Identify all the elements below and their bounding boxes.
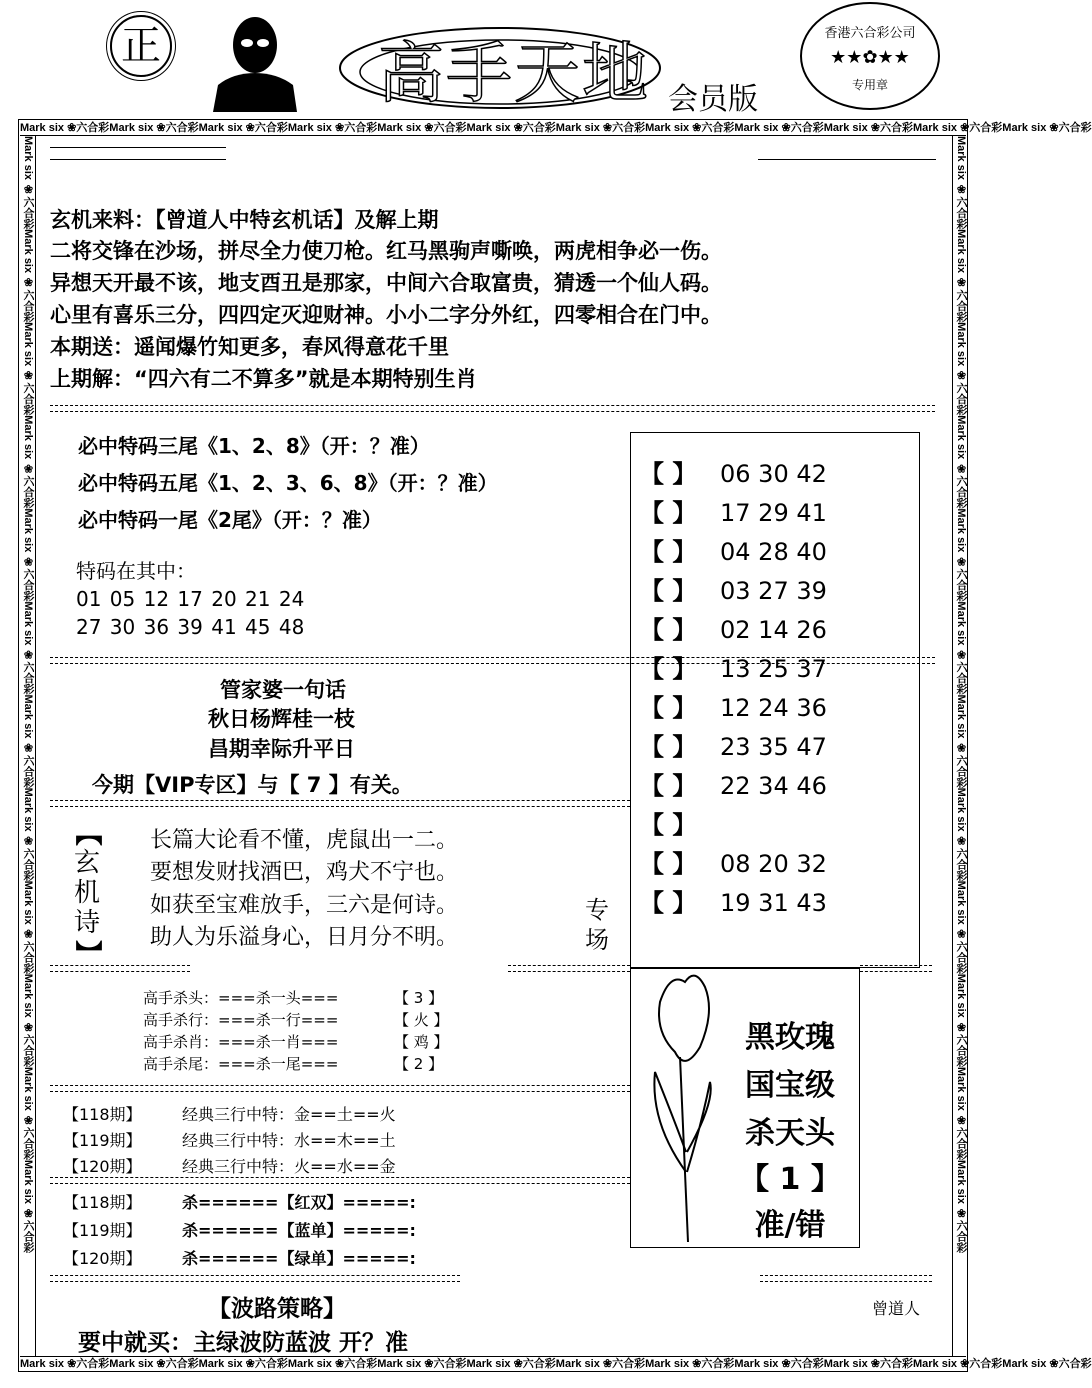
divider-line bbox=[50, 147, 226, 148]
bolu-author: 曾道人 bbox=[872, 1299, 921, 1318]
divider-line bbox=[50, 159, 226, 160]
separator bbox=[50, 965, 190, 972]
intro-line: 异想天开最不该，地支酉丑是那家，中间六合取富贵，猜透一个仙人码。 bbox=[50, 271, 722, 295]
separator bbox=[50, 800, 630, 807]
sha-text: 杀======【绿单】=====: bbox=[182, 1249, 416, 1268]
bracket: 【 】 bbox=[640, 694, 697, 722]
sha-period: 【119期】 bbox=[63, 1221, 142, 1240]
gaoshou-value: 【 鸡 】 bbox=[394, 1033, 449, 1051]
gaoshou-label: 高手杀行：===杀一行=== bbox=[143, 1011, 339, 1029]
bracket: 【 bbox=[72, 819, 102, 846]
numbers: 13 25 37 bbox=[720, 655, 827, 683]
number-row bbox=[640, 688, 827, 723]
separator bbox=[50, 1275, 460, 1282]
bolu-title: 【波路策略】 bbox=[208, 1296, 346, 1322]
separator bbox=[50, 405, 935, 412]
portrait-image bbox=[213, 15, 297, 112]
seal-zheng: 正 bbox=[110, 15, 172, 77]
number-row bbox=[640, 454, 827, 489]
sanxing-period: 【119期】 bbox=[63, 1131, 142, 1150]
poem-line: 助人为乐溢身心，日月分不明。 bbox=[150, 925, 459, 950]
numbers: 17 29 41 bbox=[720, 499, 827, 527]
sha-text: 杀======【蓝单】=====: bbox=[182, 1221, 416, 1240]
zhuanchang-char: 专 bbox=[585, 896, 609, 924]
number-row bbox=[640, 844, 827, 879]
border-strip-bottom: Mark six ❀六合彩Mark six ❀六合彩Mark six ❀六合彩Mark six ❀六合彩Mark six ❀六合彩Mark six ❀六合彩Mark six ❀六合彩Mark six ❀六合彩Mark six ❀六合彩Mark six ❀六合彩Mark six ❀六合彩Mark six ❀六合彩 bbox=[20, 1358, 1092, 1370]
gaoshou-row bbox=[143, 987, 338, 1008]
number-row bbox=[640, 883, 827, 918]
divider-line bbox=[758, 159, 936, 160]
intro-title: 【曾道人中特玄机话】及解上期 bbox=[155, 208, 439, 232]
bracket: 】 bbox=[72, 939, 102, 966]
rose-text: 黑玫瑰 bbox=[745, 1020, 835, 1055]
number-row bbox=[640, 532, 827, 567]
poem-line: 长篇大论看不懂，虎鼠出一二。 bbox=[150, 828, 459, 853]
bolu-text: 要中就买：主绿波防蓝波 开？准 bbox=[78, 1330, 409, 1356]
stamp-bottom-text: 专用章 bbox=[851, 78, 888, 92]
separator bbox=[50, 1177, 630, 1184]
number-row bbox=[640, 493, 827, 528]
numbers: 12 24 36 bbox=[720, 694, 827, 722]
bracket: 【 】 bbox=[640, 889, 697, 917]
bracket: 【 】 bbox=[640, 538, 697, 566]
subtitle-text: 会员版 bbox=[668, 82, 758, 117]
numbers: 06 30 42 bbox=[720, 460, 827, 488]
tema-numbers: 27 30 36 39 41 45 48 bbox=[76, 615, 305, 639]
tema-label: 特码在其中： bbox=[76, 559, 196, 583]
border-strip-left: Mark six ❀六合彩Mark six ❀六合彩Mark six ❀六合彩Mark six ❀六合彩Mark six ❀六合彩Mark six ❀六合彩Mark six ❀六合彩Mark six ❀六合彩Mark six ❀六合彩Mark six ❀六合彩Mark six ❀六合彩Mark six ❀六合彩 bbox=[20, 136, 36, 1356]
numbers: 23 35 47 bbox=[720, 733, 827, 761]
bizhong-line: 必中特码五尾《1、2、3、6、8》（开：？准） bbox=[78, 471, 498, 495]
border-strip-right: Mark six ❀六合彩Mark six ❀六合彩Mark six ❀六合彩Mark six ❀六合彩Mark six ❀六合彩Mark six ❀六合彩Mark six ❀六合彩Mark six ❀六合彩Mark six ❀六合彩Mark six ❀六合彩Mark six ❀六合彩Mark six ❀六合彩 bbox=[952, 136, 968, 1356]
number-row bbox=[640, 727, 827, 762]
guanjiapo-line: 管家婆一句话 bbox=[220, 678, 346, 702]
numbers: 02 14 26 bbox=[720, 616, 827, 644]
numbers: 08 20 32 bbox=[720, 850, 827, 878]
bizhong-line: 必中特码三尾《1、2、8》（开：？准） bbox=[78, 434, 430, 458]
gaoshou-row bbox=[143, 1031, 338, 1052]
bracket: 【 】 bbox=[640, 811, 697, 839]
bizhong-line: 必中特码一尾《2尾》（开：？准） bbox=[78, 508, 382, 532]
poem-label-char: 诗 bbox=[73, 908, 100, 938]
sha-period: 【120期】 bbox=[63, 1249, 142, 1268]
intro-line: 上期解：“四六有二不算多”就是本期特别生肖 bbox=[50, 367, 477, 391]
gaoshou-label: 高手杀尾：===杀一尾=== bbox=[143, 1055, 339, 1073]
guanjiapo-line: 昌期幸际升平日 bbox=[208, 737, 355, 761]
stamp-top-text: 香港六合彩公司 bbox=[824, 26, 916, 41]
tulip-icon bbox=[640, 972, 730, 1247]
number-row bbox=[640, 766, 827, 801]
bracket: 【 】 bbox=[640, 733, 697, 761]
numbers: 03 27 39 bbox=[720, 577, 827, 605]
border-strip-top: Mark six ❀六合彩Mark six ❀六合彩Mark six ❀六合彩Mark six ❀六合彩Mark six ❀六合彩Mark six ❀六合彩Mark six ❀六合彩Mark six ❀六合彩Mark six ❀六合彩Mark six ❀六合彩Mark six ❀六合彩Mark six ❀六合彩 bbox=[20, 122, 1092, 134]
poem-label bbox=[70, 818, 104, 968]
bracket: 【 】 bbox=[640, 655, 697, 683]
separator bbox=[860, 965, 932, 972]
guanjiapo-line: 秋日杨辉桂一枝 bbox=[208, 707, 355, 731]
separator bbox=[50, 1085, 630, 1092]
rose-text: 【 1 】 bbox=[739, 1162, 841, 1197]
bracket: 【 】 bbox=[640, 616, 697, 644]
sha-text: 杀======【红双】=====: bbox=[182, 1193, 416, 1212]
gaoshou-value: 【 2 】 bbox=[394, 1055, 444, 1073]
number-row bbox=[640, 805, 720, 840]
stamp-stars: ★★✿★★ bbox=[830, 47, 910, 68]
gaoshou-value: 【 火 】 bbox=[394, 1011, 449, 1029]
numbers: 22 34 46 bbox=[720, 772, 827, 800]
sanxing-period: 【120期】 bbox=[63, 1157, 142, 1176]
intro-source-line bbox=[50, 204, 439, 234]
numbers: 04 28 40 bbox=[720, 538, 827, 566]
sha-period: 【118期】 bbox=[63, 1193, 142, 1212]
intro-line: 本期送：遥闻爆竹知更多，春风得意花千里 bbox=[50, 335, 449, 359]
gaoshou-value: 【 3 】 bbox=[394, 989, 444, 1007]
sanxing-text: 经典三行中特：金==土==火 bbox=[182, 1105, 396, 1124]
number-row bbox=[640, 610, 827, 645]
separator bbox=[508, 965, 630, 972]
intro-line: 二将交锋在沙场，拼尽全力使刀枪。红马黑驹声嘶唤，两虎相争必一伤。 bbox=[50, 239, 722, 263]
bracket: 【 】 bbox=[640, 850, 697, 878]
poem-label-char: 机 bbox=[73, 878, 100, 908]
bracket: 【 】 bbox=[640, 772, 697, 800]
zhuanchang-char: 场 bbox=[585, 926, 609, 954]
gaoshou-label: 高手杀头：===杀一头=== bbox=[143, 989, 339, 1007]
bracket: 【 】 bbox=[640, 499, 697, 527]
numbers: 19 31 43 bbox=[720, 889, 827, 917]
poem-line: 如获至宝难放手，三六是何诗。 bbox=[150, 893, 459, 918]
tema-numbers: 01 05 12 17 20 21 24 bbox=[76, 587, 305, 611]
sanxing-text: 经典三行中特：火==水==金 bbox=[182, 1157, 396, 1176]
number-row bbox=[640, 571, 827, 606]
rose-text: 国宝级 bbox=[745, 1068, 835, 1103]
bracket: 【 】 bbox=[640, 460, 697, 488]
intro-label: 玄机来料： bbox=[50, 208, 155, 232]
company-stamp bbox=[800, 2, 940, 110]
gaoshou-row bbox=[143, 1053, 338, 1074]
gaoshou-row bbox=[143, 1009, 338, 1030]
rose-text: 准/错 bbox=[754, 1208, 826, 1243]
poem-label-char: 玄 bbox=[73, 848, 100, 878]
number-row bbox=[640, 649, 827, 684]
gaoshou-label: 高手杀肖：===杀一肖=== bbox=[143, 1033, 339, 1051]
rose-text: 杀天头 bbox=[745, 1116, 835, 1151]
intro-line: 心里有喜乐三分，四四定灭迎财神。小小二字分外红，四零相合在门中。 bbox=[50, 303, 722, 327]
guanjiapo-line: 今期【VIP专区】与【 7 】有关。 bbox=[92, 773, 413, 797]
poem-line: 要想发财找酒巴，鸡犬不宁也。 bbox=[150, 860, 459, 885]
sanxing-text: 经典三行中特：水==木==土 bbox=[182, 1131, 396, 1150]
sanxing-period: 【118期】 bbox=[63, 1105, 142, 1124]
bracket: 【 】 bbox=[640, 577, 697, 605]
title-text: 高手天地 bbox=[378, 35, 650, 112]
separator bbox=[760, 1275, 932, 1282]
zhuanchang-label bbox=[585, 895, 609, 955]
